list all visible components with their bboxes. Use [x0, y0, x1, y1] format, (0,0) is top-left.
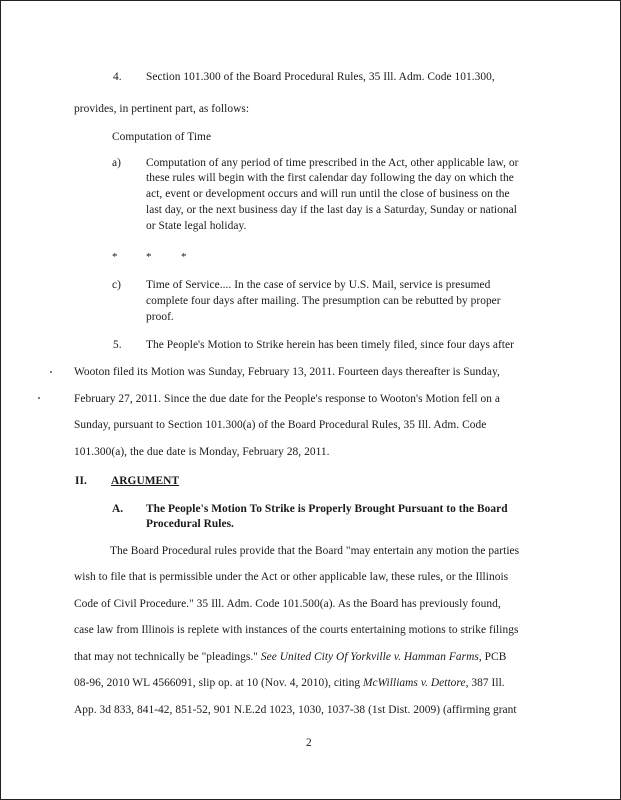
- quote-item-c-line: complete four days after mailing. The presumption can be rebutted by proper: [146, 295, 501, 307]
- quote-item-a-line: these rules will begin with the first calendar day following the day on which the: [146, 172, 514, 184]
- body-line: [74, 676, 505, 690]
- margin-speck: [50, 371, 52, 373]
- page-number: 2: [306, 737, 312, 749]
- quote-heading: Computation of Time: [112, 131, 212, 143]
- para4-number: 4.: [113, 71, 122, 83]
- body-line: case law from Illinois is replete with instances of the courts entertaining motions to strike filings: [74, 624, 519, 636]
- quote-item-a-line: act, event or development occurs and will run until the close of business on the: [146, 188, 510, 200]
- body-line: wish to file that is permissible under the Act or other applicable law, these rules, or the Illinois: [74, 571, 509, 583]
- case-citation: See United City Of Yorkville v. Hamman Farms,: [260, 651, 482, 663]
- para5-line: 101.300(a), the due date is Monday, February 28, 2011.: [74, 446, 330, 458]
- para4-line1: Section 101.300 of the Board Procedural Rules, 35 Ill. Adm. Code 101.300,: [146, 71, 495, 83]
- body-text: that may not technically be "pleadings.": [74, 651, 261, 663]
- subsection-label: A.: [112, 503, 124, 515]
- body-text: PCB: [481, 651, 507, 663]
- omission-star: *: [146, 251, 152, 263]
- body-line: [74, 650, 506, 664]
- quote-item-c-line: Time of Service.... In the case of service by U.S. Mail, service is presumed: [146, 279, 491, 291]
- body-text: 08-96, 2010 WL 4566091, slip op. at 10 (Nov. 4, 2010), citing: [74, 677, 363, 689]
- para5-line: The People's Motion to Strike herein has been timely filed, since four days after: [146, 339, 514, 351]
- quote-item-a-line: or State legal holiday.: [146, 220, 247, 232]
- para5-line: Sunday, pursuant to Section 101.300(a) of the Board Procedural Rules, 35 Ill. Adm. Code: [74, 419, 487, 431]
- subsection-title-line2: Procedural Rules.: [146, 518, 234, 530]
- quote-item-a-label: a): [112, 157, 121, 169]
- body-line: App. 3d 833, 841-42, 851-52, 901 N.E.2d 1023, 1030, 1037-38 (1st Dist. 2009) (affirming grant: [74, 704, 517, 716]
- subsection-title-line1: The People's Motion To Strike is Properly Brought Pursuant to the Board: [146, 503, 508, 515]
- para5-line: Wooton filed its Motion was Sunday, February 13, 2011. Fourteen days thereafter is Sunday,: [74, 366, 500, 378]
- omission-star: *: [181, 251, 187, 263]
- para5-number: 5.: [113, 339, 122, 351]
- omission-star: *: [112, 251, 118, 263]
- section-number: II.: [75, 475, 87, 487]
- para5-line: February 27, 2011. Since the due date for the People's response to Wooton's Motion fell on a: [74, 393, 500, 405]
- quote-item-a-line: last day, or the next business day if the last day is a Saturday, Sunday or national: [146, 204, 517, 216]
- section-title: ARGUMENT: [111, 475, 180, 487]
- body-text: 387 Ill.: [468, 677, 505, 689]
- quote-item-a-line: Computation of any period of time prescribed in the Act, other applicable law, or: [146, 157, 519, 169]
- body-line: Code of Civil Procedure." 35 Ill. Adm. Code 101.500(a). As the Board has previously found,: [74, 598, 501, 610]
- case-citation: McWilliams v. Dettore,: [363, 677, 469, 689]
- margin-speck: [38, 397, 40, 399]
- quote-item-c-line: proof.: [146, 311, 174, 323]
- body-line: The Board Procedural rules provide that the Board "may entertain any motion the parties: [110, 545, 520, 557]
- para4-line2: provides, in pertinent part, as follows:: [74, 103, 250, 115]
- quote-item-c-label: c): [112, 279, 121, 291]
